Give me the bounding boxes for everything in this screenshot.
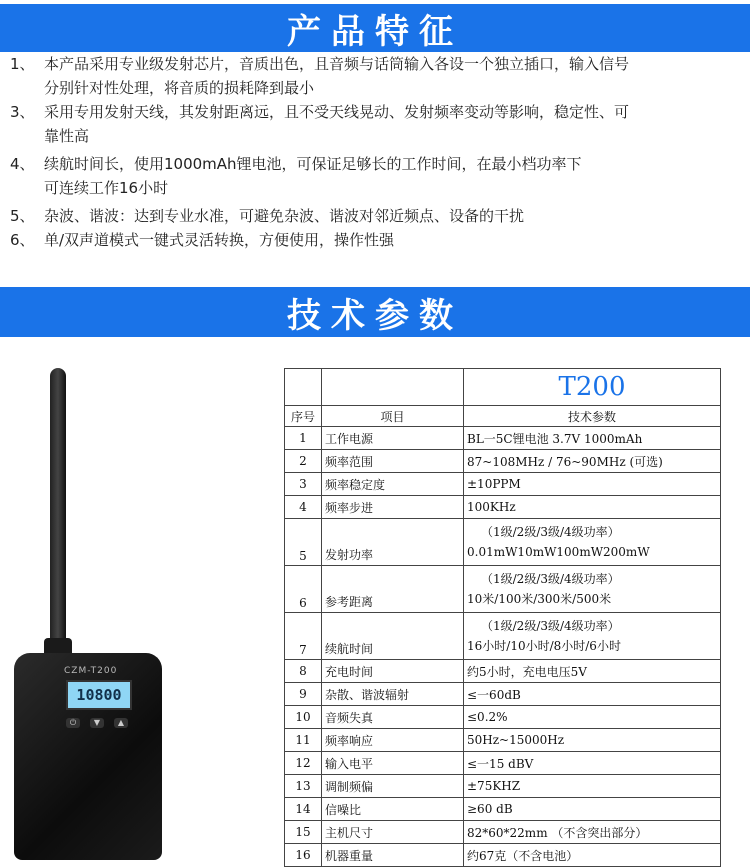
row-number: 9 [285, 683, 322, 706]
row-value-note: （1级/2级/3级/4级功率） [481, 525, 620, 539]
row-number: 6 [285, 566, 322, 613]
row-item: 频率范围 [322, 450, 464, 473]
up-icon: ▲ [114, 718, 128, 728]
device-model-label: CZM-T200 [64, 666, 118, 676]
header-item: 项目 [322, 406, 464, 427]
title-blank-cell [285, 369, 322, 406]
table-row [285, 519, 721, 566]
feature-number: 1、 [10, 55, 35, 73]
feature-number: 4、 [10, 155, 35, 173]
row-value: ±10PPM [464, 473, 721, 496]
feature-number: 5、 [10, 207, 35, 225]
table-row [285, 844, 721, 867]
table-row [285, 496, 721, 519]
row-value: ≤一60dB [464, 683, 721, 706]
feature-item [10, 100, 745, 148]
table-row [285, 613, 721, 660]
row-item: 信噪比 [322, 798, 464, 821]
row-item: 充电时间 [322, 660, 464, 683]
row-value: 约5小时，充电电压5V [464, 660, 721, 683]
feature-text: 靠性高 [44, 127, 90, 145]
feature-item [10, 152, 745, 200]
row-number: 5 [285, 519, 322, 566]
specs-banner [0, 287, 750, 337]
row-value: 87~108MHz / 76~90MHz (可选) [464, 450, 721, 473]
feature-item [10, 228, 745, 252]
row-value-note: （1级/2级/3级/4级功率） [481, 572, 620, 586]
row-value: ≤0.2% [464, 706, 721, 729]
row-number: 15 [285, 821, 322, 844]
row-number: 1 [285, 427, 322, 450]
row-value: ≥60 dB [464, 798, 721, 821]
table-row [285, 473, 721, 496]
row-value [464, 519, 721, 566]
table-header-row [285, 406, 721, 427]
row-value: ±75KHZ [464, 775, 721, 798]
row-value-text: 10米/100米/300米/500米 [467, 592, 612, 606]
table-row [285, 798, 721, 821]
antenna [50, 368, 66, 658]
row-value: BL一5C锂电池 3.7V 1000mAh [464, 427, 721, 450]
feature-text: 可连续工作16小时 [44, 179, 169, 197]
row-value: 约67克（不含电池） [464, 844, 721, 867]
table-row [285, 752, 721, 775]
row-value: 82*60*22mm （不含突出部分） [464, 821, 721, 844]
table-row [285, 427, 721, 450]
table-row [285, 729, 721, 752]
row-number: 7 [285, 613, 322, 660]
row-value: ≤一15 dBV [464, 752, 721, 775]
row-number: 11 [285, 729, 322, 752]
features-title: 产品特征 [287, 11, 463, 52]
row-number: 16 [285, 844, 322, 867]
table-row [285, 775, 721, 798]
row-value [464, 566, 721, 613]
row-value-text: 16小时/10小时/8小时/6小时 [467, 639, 621, 653]
transmitter-image [14, 368, 162, 860]
row-item: 频率步进 [322, 496, 464, 519]
row-number: 10 [285, 706, 322, 729]
row-item: 频率稳定度 [322, 473, 464, 496]
row-value: 100KHz [464, 496, 721, 519]
row-item: 发射功率 [322, 519, 464, 566]
feature-list [10, 52, 745, 252]
table-row [285, 683, 721, 706]
header-param: 技术参数 [464, 406, 721, 427]
row-item: 频率响应 [322, 729, 464, 752]
row-item: 杂散、谐波辐射 [322, 683, 464, 706]
row-item: 续航时间 [322, 613, 464, 660]
row-item: 机器重量 [322, 844, 464, 867]
table-row [285, 660, 721, 683]
table-row [285, 821, 721, 844]
feature-text: 杂波、谐波：达到专业水准，可避免杂波、谐波对邻近频点、设备的干扰 [44, 207, 525, 225]
row-value-note: （1级/2级/3级/4级功率） [481, 619, 620, 633]
table-row [285, 450, 721, 473]
power-icon: ⏻ [66, 718, 80, 728]
row-number: 8 [285, 660, 322, 683]
row-number: 3 [285, 473, 322, 496]
row-item: 输入电平 [322, 752, 464, 775]
model-title: T200 [464, 369, 721, 406]
row-item: 调制频偏 [322, 775, 464, 798]
feature-item [10, 52, 745, 100]
feature-text: 单/双声道模式一键式灵活转换，方便使用，操作性强 [44, 231, 395, 249]
row-number: 2 [285, 450, 322, 473]
feature-item [10, 204, 745, 228]
down-icon: ▼ [90, 718, 104, 728]
row-value [464, 613, 721, 660]
row-number: 4 [285, 496, 322, 519]
row-item: 工作电源 [322, 427, 464, 450]
feature-text: 采用专用发射天线，其发射距离远，且不受天线晃动、发射频率变动等影响，稳定性、可 [44, 103, 630, 121]
row-number: 12 [285, 752, 322, 775]
row-item: 音频失真 [322, 706, 464, 729]
features-banner [0, 4, 750, 52]
title-blank-cell [322, 369, 464, 406]
feature-number: 3、 [10, 103, 35, 121]
row-value-text: 0.01mW10mW100mW200mW [467, 545, 650, 559]
table-row [285, 706, 721, 729]
header-no: 序号 [285, 406, 322, 427]
row-number: 13 [285, 775, 322, 798]
table-title-row [285, 369, 721, 406]
row-item: 参考距离 [322, 566, 464, 613]
feature-text: 分别针对性处理，将音质的损耗降到最小 [44, 79, 315, 97]
spec-rows [285, 427, 721, 867]
row-value: 50Hz~15000Hz [464, 729, 721, 752]
device-lcd: 10800 [66, 680, 132, 710]
spec-table [284, 368, 721, 867]
row-item: 主机尺寸 [322, 821, 464, 844]
table-row [285, 566, 721, 613]
feature-number: 6、 [10, 231, 35, 249]
specs-title: 技术参数 [287, 295, 463, 336]
feature-text: 本产品采用专业级发射芯片，音质出色，且音频与话筒输入各设一个独立插口，输入信号 [44, 55, 630, 73]
row-number: 14 [285, 798, 322, 821]
feature-text: 续航时间长，使用1000mAh锂电池，可保证足够长的工作时间，在最小档功率下 [44, 155, 582, 173]
